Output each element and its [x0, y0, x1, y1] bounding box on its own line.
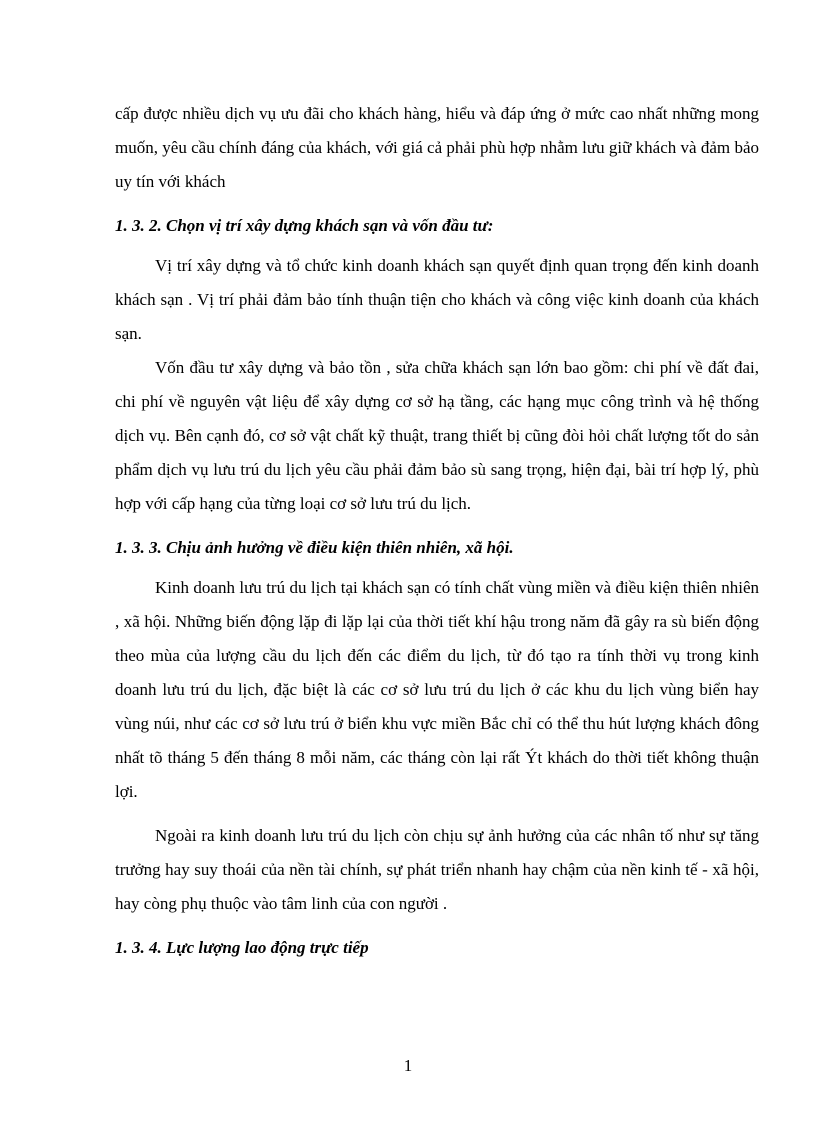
- paragraph-continuation: cấp được nhiều dịch vụ ưu đãi cho khách hàng, hiểu và đáp ứng ở mức cao nhất những mong muốn, yêu cầu chính đáng của khách, với giá cả phải phù hợp nhằm lưu giữ khách và đảm bảo uy tín với khách: [115, 104, 759, 191]
- document-body: [115, 97, 759, 965]
- section-heading-1-3-3: 1. 3. 3. Chịu ảnh hưởng về điều kiện thiên nhiên, xã hội.: [115, 538, 514, 557]
- section-heading-1-3-2: 1. 3. 2. Chọn vị trí xây dựng khách sạn và vốn đầu tư:: [115, 216, 494, 235]
- paragraph-nature-conditions: Kinh doanh lưu trú du lịch tại khách sạn có tính chất vùng miền và điều kiện thiên nhiên , xã hội. Những biến động lặp đi lặp lại của thời tiết khí hậu trong năm đã gây ra sù biến động theo mùa của lượng cầu du lịch đến các điểm du lịch, từ đó tạo ra tính thời vụ trong kinh doanh lưu trú du lịch, đặc biệt là các cơ sở lưu trú du lịch ở các khu du lịch vùng biển hay vùng núi, như các cơ sở lưu trú ở biển khu vực miền Bắc chỉ có thể thu hút lượng khách đông nhất tõ tháng 5 đến tháng 8 mỗi năm, các tháng còn lại rất Ýt khách do thời tiết không thuận lợi.: [115, 578, 759, 801]
- paragraph-investment: Vốn đầu tư xây dựng và bảo tồn , sửa chữa khách sạn lớn bao gồm: chi phí về đất đai, chi phí về nguyên vật liệu để xây dựng cơ sở hạ tầng, các hạng mục công trình và hệ thống dịch vụ. Bên cạnh đó, cơ sở vật chất kỹ thuật, trang thiết bị cũng đòi hỏi chất lượng tốt do sản phẩm dịch vụ lưu trú du lịch yêu cầu phải đảm bảo sù sang trọng, hiện đại, bài trí hợp lý, phù hợp với cấp hạng của từng loại cơ sở lưu trú du lịch.: [115, 358, 759, 513]
- paragraph-economic-factors: Ngoài ra kinh doanh lưu trú du lịch còn chịu sự ảnh hưởng của các nhân tố như sự tăng trưởng hay suy thoái của nền tài chính, sự phát triển nhanh hay chậm của nền kinh tế - xã hội, hay còng phụ thuộc vào tâm linh của con người .: [115, 826, 759, 913]
- page-number: 1: [403, 1056, 413, 1075]
- paragraph-location: Vị trí xây dựng và tổ chức kinh doanh khách sạn quyết định quan trọng đến kinh doanh khách sạn . Vị trí phải đảm bảo tính thuận tiện cho khách và công việc kinh doanh của khách sạn.: [115, 256, 759, 343]
- section-heading-1-3-4: 1. 3. 4. Lực lượng lao động trực tiếp: [115, 938, 369, 957]
